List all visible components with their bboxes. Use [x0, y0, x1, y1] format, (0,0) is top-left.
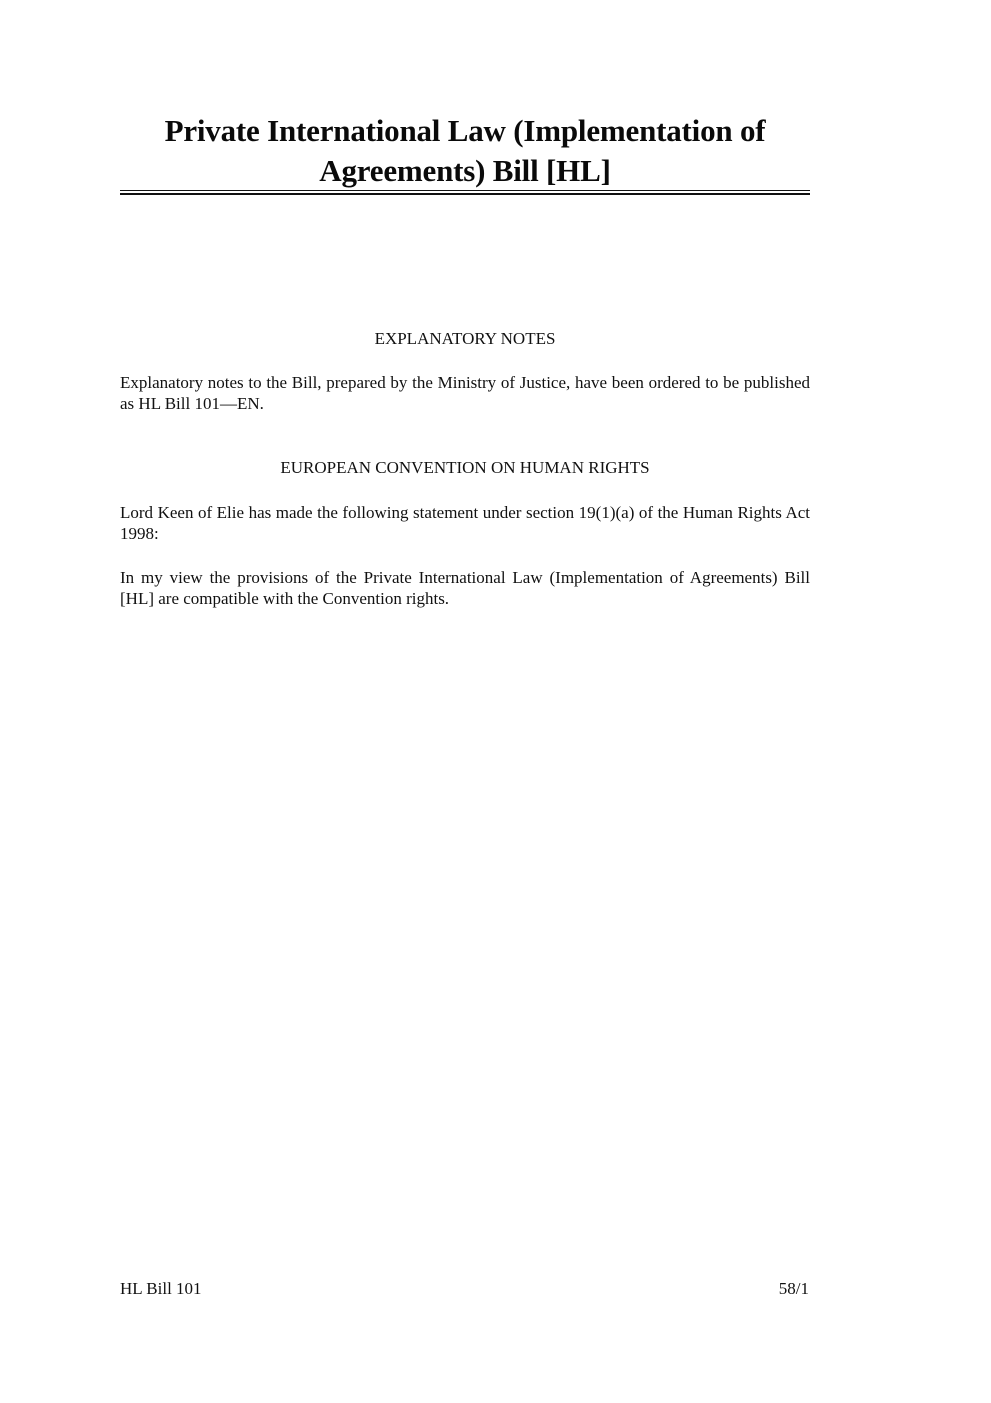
section-heading-echr: EUROPEAN CONVENTION ON HUMAN RIGHTS — [280, 458, 650, 477]
title-rule-thin — [120, 190, 810, 191]
paragraph-explanatory-notes: Explanatory notes to the Bill, prepared by the Ministry of Justice, have been ordered to be published as HL Bill 101—EN. — [120, 373, 810, 413]
footer-print-reference: 58/1 — [778, 1279, 809, 1298]
paragraph-compatibility-statement: In my view the provisions of the Private International Law (Implementation of Agreements) Bill [HL] are compatible with the Convention rights. — [120, 568, 810, 608]
footer-bill-number: HL Bill 101 — [120, 1279, 202, 1298]
paragraph-ministerial-statement-intro: Lord Keen of Elie has made the following statement under section 19(1)(a) of the Human Rights Act 1998: — [120, 503, 810, 543]
section-heading-explanatory-notes: EXPLANATORY NOTES — [374, 329, 556, 348]
title-block — [120, 111, 810, 191]
title-rule-thick — [120, 193, 810, 195]
bill-title: Private International Law (Implementation of Agreements) Bill [HL] — [164, 113, 766, 188]
